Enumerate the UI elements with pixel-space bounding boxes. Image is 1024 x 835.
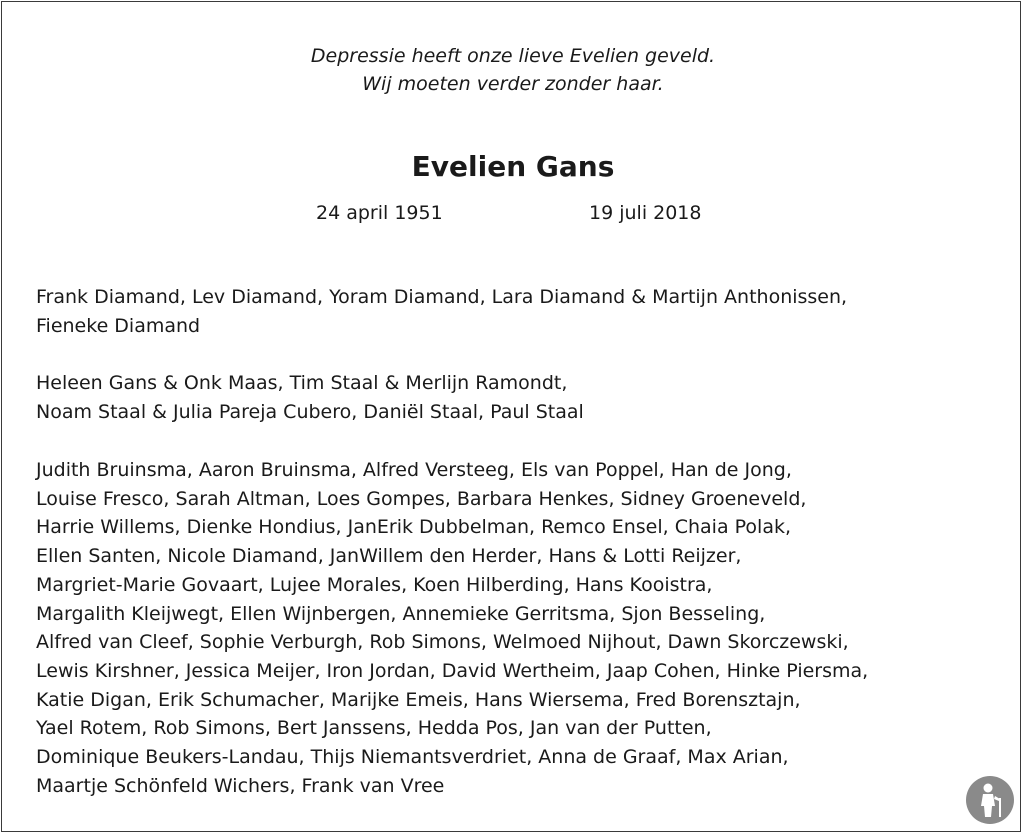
mourner-line: Ellen Santen, Nicole Diamand, JanWillem den Herder, Hans & Lotti Reijzer,: [36, 545, 742, 568]
mourner-line: Margalith Kleijwegt, Ellen Wijnbergen, Annemieke Gerritsma, Sjon Besseling,: [36, 602, 766, 625]
mourner-line: Yael Rotem, Rob Simons, Bert Janssens, Hedda Pos, Jan van der Putten,: [36, 717, 712, 740]
motto-line: Wij moeten verder zonder haar.: [362, 73, 664, 95]
mourner-line: Alfred van Cleef, Sophie Verburgh, Rob Simons, Welmoed Nijhout, Dawn Skorczewski,: [36, 631, 849, 654]
mourner-line: Maartje Schönfeld Wichers, Frank van Vree: [36, 774, 445, 797]
mourner-group-relatives: [36, 369, 996, 426]
figure-logo-icon: [966, 776, 1014, 824]
mourner-line: Judith Bruinsma, Aaron Bruinsma, Alfred Versteeg, Els van Poppel, Han de Jong,: [36, 459, 792, 481]
mourner-line: Heleen Gans & Onk Maas, Tim Staal & Merlijn Ramondt,: [36, 372, 568, 394]
mourner-line: Fieneke Diamand: [36, 314, 201, 337]
mourner-line: Margriet-Marie Govaart, Lujee Morales, Koen Hilberding, Hans Kooistra,: [36, 573, 713, 596]
mourner-line: Lewis Kirshner, Jessica Meijer, Iron Jordan, David Wertheim, Jaap Cohen, Hinke Piersma,: [36, 659, 869, 682]
mourner-line: Noam Staal & Julia Pareja Cubero, Daniël Staal, Paul Staal: [36, 400, 584, 423]
mourner-line: Katie Digan, Erik Schumacher, Marijke Emeis, Hans Wiersema, Fred Borensztajn,: [36, 688, 801, 711]
mourner-line: Harrie Willems, Dienke Hondius, JanErik Dubbelman, Remco Ensel, Chaia Polak,: [36, 516, 792, 539]
mourner-group-family: [36, 283, 996, 340]
mourner-line: Louise Fresco, Sarah Altman, Loes Gompes, Barbara Henkes, Sidney Groeneveld,: [36, 487, 807, 510]
motto: [2, 42, 1024, 98]
mourner-group-friends: [36, 456, 996, 800]
deceased-name: Evelien Gans: [411, 150, 615, 183]
motto-line: Depressie heeft onze lieve Evelien geveld.: [310, 45, 716, 67]
birth-date: 24 april 1951: [316, 202, 443, 224]
death-date: 19 juli 2018: [589, 202, 702, 224]
mourner-line: Dominique Beukers-Landau, Thijs Niemantsverdriet, Anna de Graaf, Max Arian,: [36, 746, 789, 769]
mourner-line: Frank Diamand, Lev Diamand, Yoram Diamand, Lara Diamand & Martijn Anthonissen,: [36, 286, 848, 308]
notice-frame: [1, 1, 1021, 832]
